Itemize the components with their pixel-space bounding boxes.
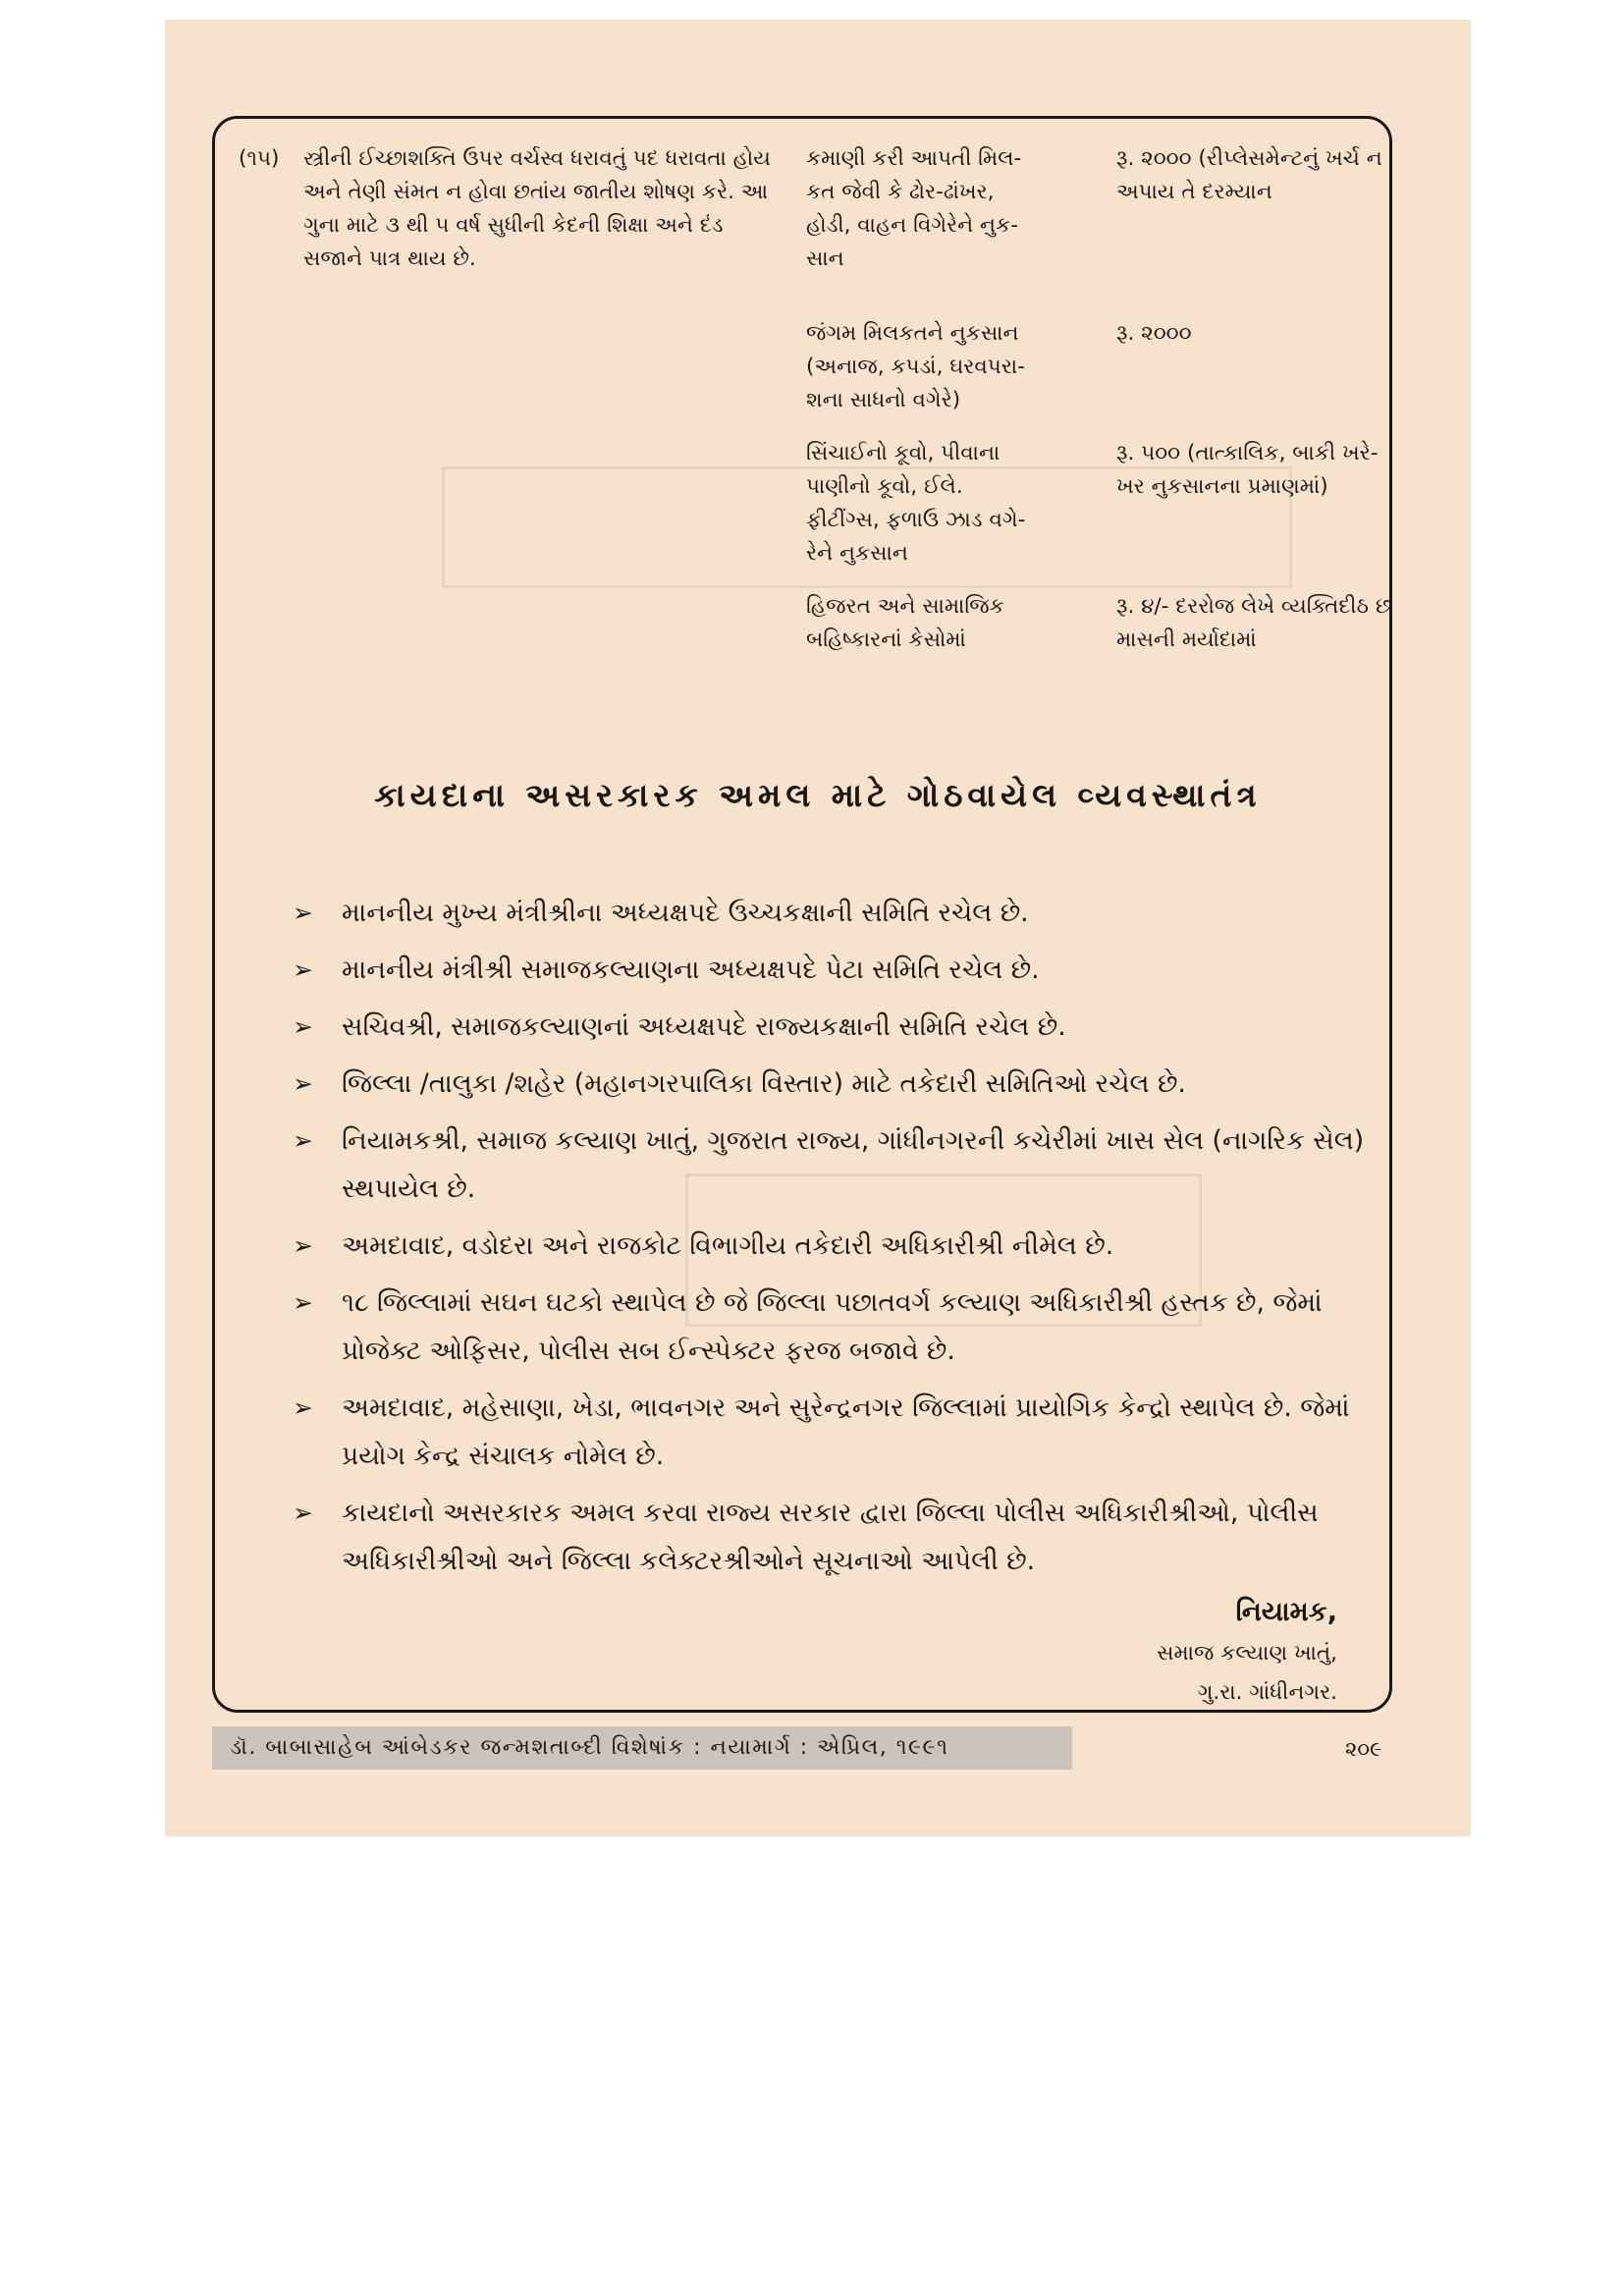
list-item: ➢ માનનીય મંત્રીશ્રી સમાજકલ્યાણના અધ્યક્ષપદે પેટા સમિતિ રચેલ છે. (293, 946, 1373, 994)
list-item: ➢ માનનીય મુખ્ય મંત્રીશ્રીના અધ્યક્ષપદે ઉચ્ચકક્ષાની સમિતિ રચેલ છે. (293, 889, 1373, 937)
loss-cell: જંગમ મિલકતને નુકસાન (અનાજ, કપડાં, ઘરવપરા-શના સાધનો વગેરે) (806, 321, 1025, 412)
arrow-right-icon: ➢ (293, 1012, 313, 1041)
list-item: ➢ જિલ્લા /તાલુકા /શહેર (મહાનગરપાલિકા વિસ્તાર) માટે તકેદારી સમિતિઓ રચેલ છે. (293, 1060, 1373, 1108)
list-item: ➢ અમદાવાદ, વડોદરા અને રાજકોટ વિભાગીય તકેદારી અધિકારીશ્રી નીમેલ છે. (293, 1222, 1373, 1270)
relief-cell: રૂ. ૨૦૦૦ (રીપ્લેસમેન્ટનું ખર્ચ ન અપાય તે દરમ્યાન (1116, 146, 1382, 204)
offense-text: સ્ત્રીની ઈચ્છાશક્તિ ઉપર વર્ચસ્વ ધરાવતું પદ ધરાવતા હોય અને તેણી સંમત ન હોવા છતાંય જાતીય શોષણ કરે. આ ગુના માટે ૩ થી ૫ વર્ષ સુધીની કેદની શિક્ષા અને દંડ સજાને પાત્ર થાય છે. (303, 146, 771, 271)
page-number: ૨૦૯ (1345, 1737, 1382, 1761)
arrow-right-icon: ➢ (293, 1126, 313, 1155)
row-number: (૧૫) (239, 146, 280, 171)
loss-cell: હિજરત અને સામાજિક બહિષ્કારનાં કેસોમાં (806, 594, 1004, 652)
relief-cell: રૂ. ૫૦૦ (તાત્કાલિક, બાકી ખરે-ખર નુકસાનના પ્રમાણમાં) (1116, 441, 1379, 499)
table-row-offense (239, 142, 784, 276)
footer-issue-title: ડૉ. બાબાસાહેબ આંબેડકર જન્મશતાબ્દી વિશેષાંક : નયામાર્ગ : એપ્રિલ, ૧૯૯૧ (212, 1726, 1072, 1770)
list-item: ➢ કાયદાનો અસરકારક અમલ કરવા રાજ્ય સરકાર દ્વારા જિલ્લા પોલીસ અધિકારીશ્રીઓ, પોલીસ અધિકારીશ્રીઓ અને જિલ્લા કલેક્ટરશ્રીઓને સૂચનાઓ આપેલી છે. (293, 1489, 1373, 1585)
list-item: ➢ અમદાવાદ, મહેસાણા, ખેડા, ભાવનગર અને સુરેન્દ્રનગર જિલ્લામાં પ્રાયોગિક કેન્દ્રો સ્થાપેલ છે. જેમાં પ્રયોગ કેન્દ્ર સંચાલક નોમેલ છે. (293, 1384, 1373, 1480)
arrow-right-icon: ➢ (293, 1231, 313, 1260)
arrow-right-icon: ➢ (293, 1394, 313, 1422)
loss-cell: સિંચાઈનો કૂવો, પીવાના પાણીનો કૂવો, ઈલે. ફીટીંગ્સ, ફળાઉ ઝાડ વગે-રેને નુકસાન (806, 441, 1026, 566)
arrow-right-icon: ➢ (293, 1499, 313, 1527)
relief-cell: રૂ. ૨૦૦૦ (1116, 321, 1192, 346)
arrow-right-icon: ➢ (293, 1069, 313, 1098)
loss-cell: કમાણી કરી આપતી મિલ-કત જેવી કે ઢોર-ઢાંખર, હોડી, વાહન વિગેરેને નુક-સાન (806, 146, 1022, 271)
list-item: ➢ નિયામકશ્રી, સમાજ કલ્યાણ ખાતું, ગુજરાત રાજ્ય, ગાંધીનગરની કચેરીમાં ખાસ સેલ (નાગરિક સેલ) સ્થપાયેલ છે. (293, 1117, 1373, 1213)
relief-cell: રૂ. ૪/- દરરોજ લેખે વ્યક્તિદીઠ છ માસની મર્યાદામાં (1116, 594, 1392, 652)
list-item: ➢ ૧૮ જિલ્લામાં સઘન ઘટકો સ્થાપેલ છે જે જિલ્લા પછાતવર્ગ કલ્યાણ અધિકારીશ્રી હસ્તક છે, જેમાં પ્રોજેક્ટ ઓફિસર, પોલીસ સબ ઈન્સ્પેક્ટર ફરજ બજાવે છે. (293, 1279, 1373, 1375)
document-page (165, 20, 1471, 1836)
arrow-right-icon: ➢ (293, 1288, 313, 1317)
signatory-title: નિયામક, (1235, 1597, 1337, 1627)
signatory-location: ગુ.રા. ગાંધીનગર. (1197, 1680, 1337, 1705)
section-heading: કાયદાના અસરકારક અમલ માટે ગોઠવાયેલ વ્યવસ્થાતંત્ર (374, 776, 1262, 814)
signatory-department: સમાજ કલ્યાણ ખાતું, (1157, 1641, 1337, 1666)
arrow-right-icon: ➢ (293, 956, 313, 984)
list-item: ➢ સચિવશ્રી, સમાજકલ્યાણનાં અધ્યક્ષપદે રાજ્યકક્ષાની સમિતિ રચેલ છે. (293, 1003, 1373, 1051)
signature-block (1157, 1591, 1337, 1713)
mechanism-list (293, 889, 1373, 1594)
arrow-right-icon: ➢ (293, 899, 313, 927)
